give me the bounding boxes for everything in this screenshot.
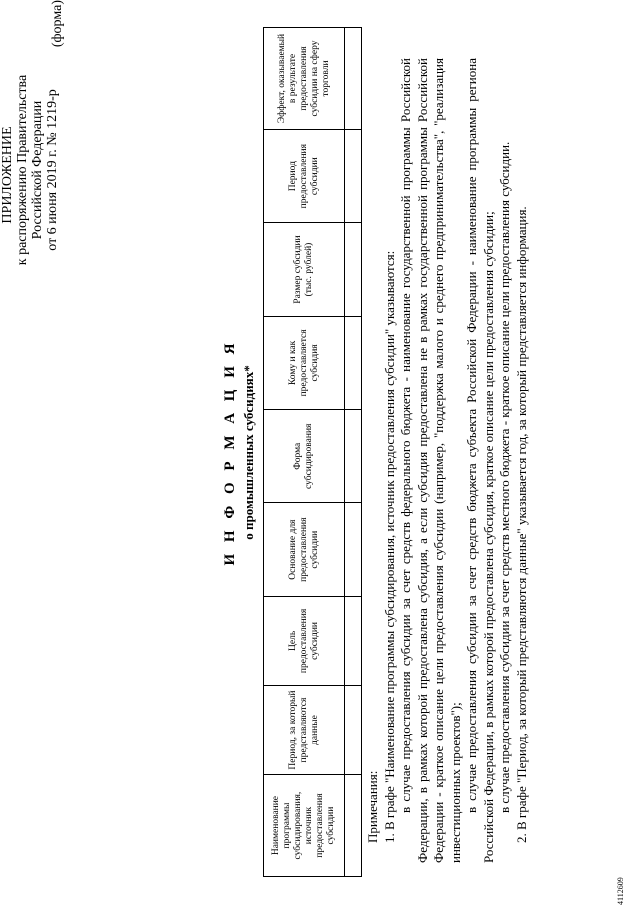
appendix-line-2: Российской Федерации — [30, 100, 45, 240]
table-header-row — [264, 28, 345, 877]
subsidy-table — [263, 27, 362, 877]
notes-header: Примечания: — [365, 770, 380, 843]
table-cell — [345, 129, 362, 222]
note-item-1-federal: в случае предоставления субсидии за счет средств федерального бюджета - наименование государственной программы Российской Федерации, в рамках которой предоставлена субсидия, а если субсидия предоставлена не в рамках государственной программы Российской Федерации - краткое описание цели предоставления субсидии (например, "поддержка малого и среднего предпринимательства", "реализация инвестиционных проектов"); — [398, 58, 463, 863]
note-item-1: 1. В графе "Наименование программы субсидирования, источник предоставления субсидии" указываются: — [381, 250, 397, 843]
column-header-purpose: Цель предоставления субсидии — [264, 596, 345, 685]
table-cell — [345, 685, 362, 774]
document-code: 4112609 — [616, 877, 625, 905]
column-header-period: Период, за который представляются данные — [264, 685, 345, 774]
column-header-amount: Размер субсидии (тыс. рублей) — [264, 223, 345, 316]
title-block — [222, 30, 257, 875]
appendix-title: ПРИЛОЖЕНИЕ — [0, 126, 15, 224]
document-subtitle: о промышленных субсидиях* — [241, 365, 256, 540]
note-item-1-local: в случае предоставления субсидии за счет средств местного бюджета - краткое описание цели предоставления субсидии. — [497, 141, 512, 813]
appendix-line-3: от 6 июня 2019 г. № 1219-р — [45, 89, 60, 251]
column-header-recipient: Кому и как предоставляется субсидия — [264, 316, 345, 409]
table-cell — [345, 410, 362, 503]
note-item-2: 2. В графе "Период, за который представляются данные" указывается год, за который представляется информация. — [513, 206, 529, 843]
table-cell — [345, 316, 362, 409]
table-cell — [345, 28, 362, 130]
table-cell — [345, 503, 362, 596]
column-header-subsidy-period: Период предоставления субсидии — [264, 129, 345, 222]
column-header-program: Наименование программы субсидирования, источник предоставления субсидии — [264, 775, 345, 877]
table-cell — [345, 223, 362, 316]
document-title: И Н Ф О Р М А Ц И Я — [222, 339, 238, 566]
column-header-form: Форма субсидирования — [264, 410, 345, 503]
column-header-effect: Эффект, оказываемый в результате предоставления субсидии на сферу торговли — [264, 28, 345, 130]
column-header-basis: Основание для предоставления субсидии — [264, 503, 345, 596]
notes-section — [365, 58, 530, 863]
form-label: (форма) — [50, 0, 65, 48]
table-row — [345, 28, 362, 877]
table-cell — [345, 775, 362, 877]
appendix-block — [0, 0, 60, 340]
appendix-line-1: к распоряжению Правительства — [15, 74, 30, 266]
note-item-1-regional: в случае предоставления субсидии за счет средств бюджета субъекта Российской Федерации - наименование программы региона Российской Федерации, в рамках которой предоставлена субсидия, краткое описание цели предоставления субсидии; — [464, 58, 496, 863]
table-cell — [345, 596, 362, 685]
